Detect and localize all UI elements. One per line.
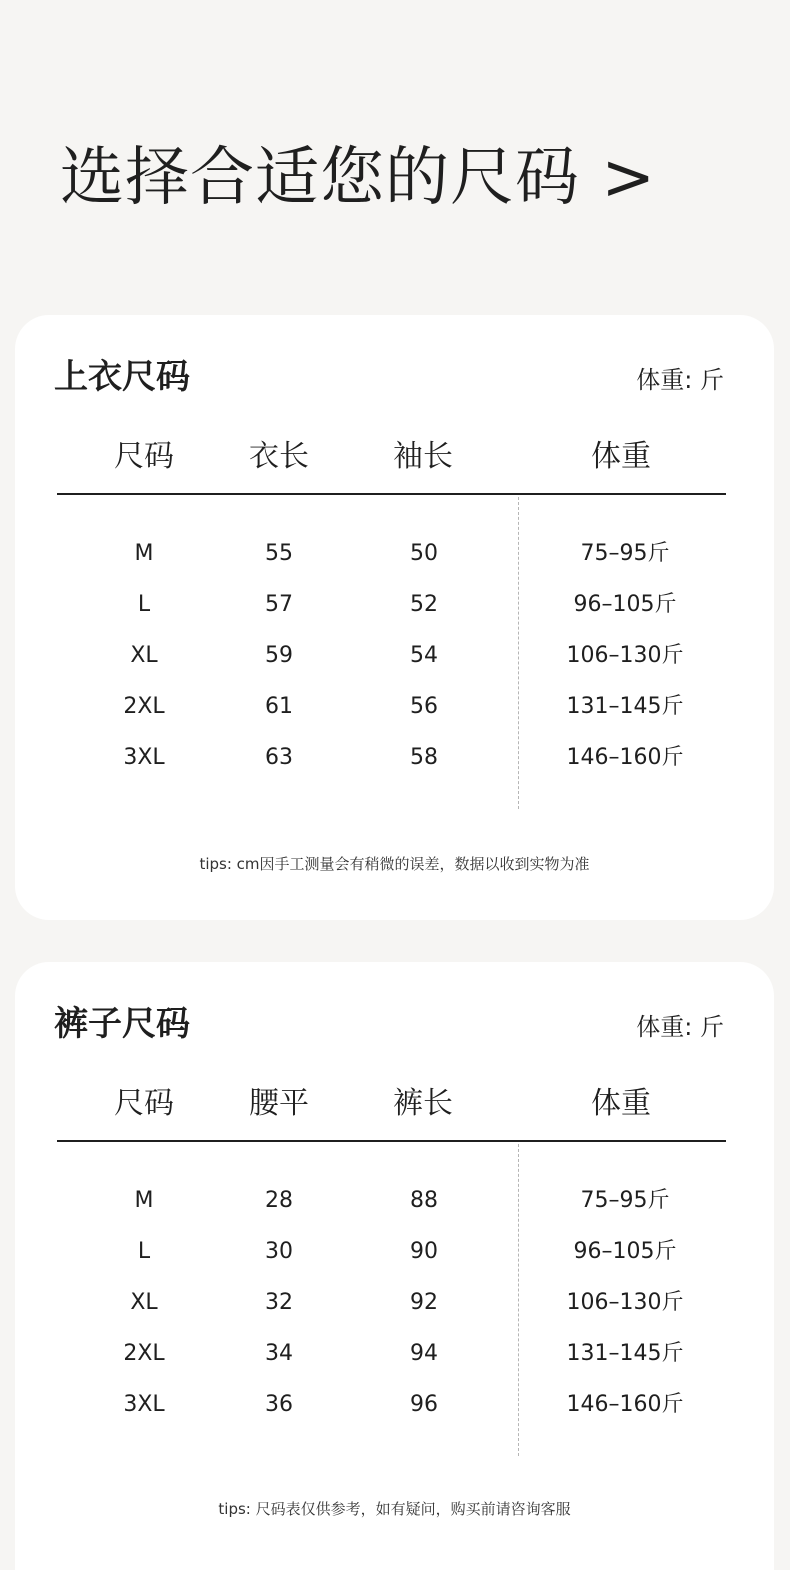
size-cell: L — [137, 592, 151, 617]
size-cell: XL — [130, 643, 158, 668]
sleeve-cell: 50 — [410, 541, 438, 566]
weight-cell: 131–145斤 — [566, 1341, 684, 1366]
size-cell: 2XL — [123, 694, 165, 719]
pants-size-card — [15, 962, 774, 1570]
length-cell: 96 — [410, 1392, 438, 1417]
length-cell: 88 — [410, 1188, 438, 1213]
pants-header-rule — [57, 1140, 726, 1142]
tops-size-card — [15, 315, 774, 920]
tops-header-length: 衣长 — [249, 439, 309, 474]
tops-card-title: 上衣尺码 — [54, 357, 190, 397]
table-row — [15, 687, 774, 727]
weight-cell: 106–130斤 — [566, 1290, 684, 1315]
table-row — [15, 1181, 774, 1221]
weight-cell: 131–145斤 — [566, 694, 684, 719]
pants-card-title: 裤子尺码 — [54, 1004, 190, 1044]
sleeve-cell: 54 — [410, 643, 438, 668]
weight-cell: 75–95斤 — [580, 541, 670, 566]
table-row — [15, 636, 774, 676]
size-cell: L — [137, 1239, 151, 1264]
weight-cell: 75–95斤 — [580, 1188, 670, 1213]
tops-header-weight: 体重 — [591, 439, 651, 474]
weight-cell: 96–105斤 — [573, 1239, 677, 1264]
size-cell: 3XL — [123, 745, 165, 770]
sleeve-cell: 52 — [410, 592, 438, 617]
weight-cell: 96–105斤 — [573, 592, 677, 617]
pants-header-size: 尺码 — [114, 1086, 174, 1121]
length-cell: 90 — [410, 1239, 438, 1264]
weight-cell: 106–130斤 — [566, 643, 684, 668]
waist-cell: 28 — [265, 1188, 293, 1213]
size-cell: M — [134, 541, 154, 566]
table-row — [15, 738, 774, 778]
pants-unit-label: 体重: 斤 — [636, 1013, 724, 1041]
weight-cell: 146–160斤 — [566, 1392, 684, 1417]
sleeve-cell: 58 — [410, 745, 438, 770]
sleeve-cell: 56 — [410, 694, 438, 719]
tops-header-rule — [57, 493, 726, 495]
pants-tips: tips: 尺码表仅供参考，如有疑问，购买前请咨询客服 — [218, 1500, 571, 1518]
pants-header-length: 裤长 — [393, 1086, 453, 1121]
length-cell: 63 — [265, 745, 293, 770]
size-cell: M — [134, 1188, 154, 1213]
table-row — [15, 1385, 774, 1425]
waist-cell: 34 — [265, 1341, 293, 1366]
table-row — [15, 534, 774, 574]
waist-cell: 36 — [265, 1392, 293, 1417]
size-cell: 3XL — [123, 1392, 165, 1417]
weight-cell: 146–160斤 — [566, 745, 684, 770]
length-cell: 59 — [265, 643, 293, 668]
pants-header-weight: 体重 — [591, 1086, 651, 1121]
tops-header-size: 尺码 — [114, 439, 174, 474]
size-cell: XL — [130, 1290, 158, 1315]
size-cell: 2XL — [123, 1341, 165, 1366]
page-title: 选择合适您的尺码 > — [60, 141, 656, 215]
tops-header-sleeve: 袖长 — [393, 439, 453, 474]
length-cell: 57 — [265, 592, 293, 617]
tops-unit-label: 体重: 斤 — [636, 366, 724, 394]
table-row — [15, 1283, 774, 1323]
table-row — [15, 1334, 774, 1374]
table-row — [15, 585, 774, 625]
waist-cell: 30 — [265, 1239, 293, 1264]
length-cell: 55 — [265, 541, 293, 566]
tops-tips: tips: cm因手工测量会有稍微的误差，数据以收到实物为准 — [199, 855, 590, 873]
table-row — [15, 1232, 774, 1272]
pants-header-waist: 腰平 — [249, 1086, 309, 1121]
length-cell: 92 — [410, 1290, 438, 1315]
length-cell: 94 — [410, 1341, 438, 1366]
waist-cell: 32 — [265, 1290, 293, 1315]
length-cell: 61 — [265, 694, 293, 719]
